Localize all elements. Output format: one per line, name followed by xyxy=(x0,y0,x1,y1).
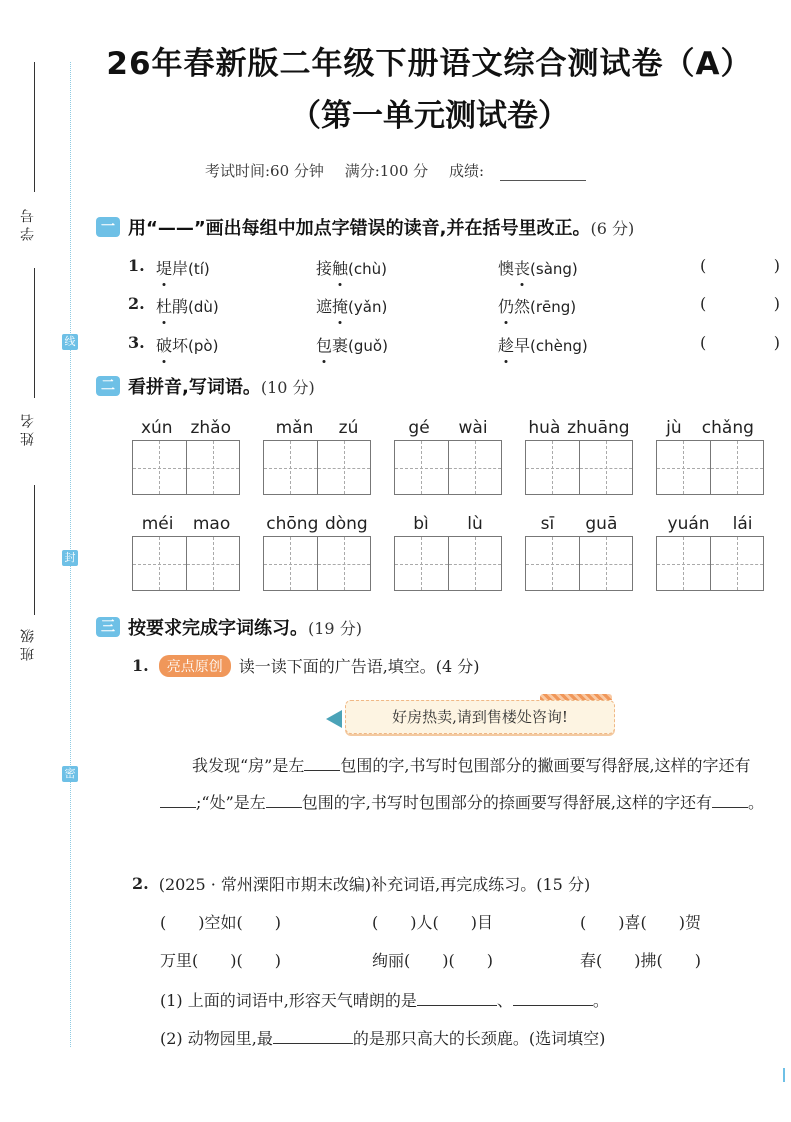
section-number-badge: 二 xyxy=(96,376,120,396)
paren-close: ) xyxy=(773,256,780,275)
text: 。 xyxy=(592,991,609,1010)
writing-cell[interactable] xyxy=(449,537,502,590)
blank[interactable] xyxy=(266,793,302,808)
writing-cell[interactable] xyxy=(187,441,240,494)
original-badge: 亮点原创 xyxy=(159,655,231,677)
pinyin-syllable: zú xyxy=(338,418,359,438)
char: 早 xyxy=(514,336,531,355)
writing-cell[interactable] xyxy=(526,537,580,590)
section-instruction: 看拼音,写词语。 xyxy=(128,377,261,398)
writing-cell[interactable] xyxy=(318,537,371,590)
pinyin-label xyxy=(132,514,240,536)
student-id-label: 学号 xyxy=(20,205,36,241)
idiom-blank[interactable]: 绚丽( )( ) xyxy=(372,951,493,970)
word-item xyxy=(316,333,388,356)
page-title: 26年春新版二年级下册语文综合测试卷（A） xyxy=(106,46,753,82)
text: 包围的字,书写时包围部分的捺画要写得舒展,这样的字还有 xyxy=(301,793,712,812)
pinyin-syllable: guā xyxy=(585,514,618,534)
pinyin: (chèng) xyxy=(530,337,588,355)
word-item xyxy=(498,294,576,317)
pinyin-label xyxy=(525,514,633,536)
text: 包围的字,书写时包围部分的撇画要写得舒展,这样的字还有 xyxy=(340,756,751,775)
question-row xyxy=(128,333,588,355)
sub-question-2 xyxy=(160,1026,605,1049)
word-item xyxy=(316,256,387,279)
pinyin-syllable: chǎng xyxy=(701,418,754,438)
char: 岸 xyxy=(172,259,189,278)
name-blank[interactable] xyxy=(34,268,35,398)
section-3-header xyxy=(96,614,362,640)
paren-close: ) xyxy=(773,294,780,313)
pinyin-label xyxy=(132,418,240,440)
blank[interactable] xyxy=(513,991,593,1006)
idiom-blank[interactable]: ( )喜( )贺 xyxy=(580,913,701,932)
char: 遮 xyxy=(316,297,333,316)
pinyin-syllable: bì xyxy=(413,514,429,534)
section-score: (6 分) xyxy=(590,218,635,238)
pinyin-word-grid xyxy=(656,418,764,495)
full-score: 满分:100 分 xyxy=(344,162,429,180)
writing-cell[interactable] xyxy=(580,537,633,590)
idiom-blank[interactable]: ( )空如( ) xyxy=(160,913,281,932)
word-item xyxy=(156,256,210,279)
exam-meta xyxy=(205,160,586,181)
pinyin-word-grid xyxy=(394,418,502,495)
question-text: 读一读下面的广告语,填空。(4 分) xyxy=(238,657,480,676)
section-instruction: 按要求完成字词练习。 xyxy=(128,618,308,639)
score-blank[interactable] xyxy=(500,166,586,181)
section-score: (19 分) xyxy=(308,618,362,638)
section-score: (10 分) xyxy=(260,377,315,397)
question-row xyxy=(128,294,577,316)
pinyin-syllable: mǎn xyxy=(275,418,314,438)
tianzige-grid xyxy=(394,440,502,495)
char: 接 xyxy=(316,259,333,278)
page-subtitle: （第一单元测试卷） xyxy=(290,98,569,134)
writing-cell[interactable] xyxy=(395,537,449,590)
question-number: 1. xyxy=(132,656,149,675)
pinyin-syllable: lái xyxy=(732,514,753,534)
blank[interactable] xyxy=(273,1029,353,1044)
text: 。 xyxy=(747,793,764,812)
score-label: 成绩: xyxy=(448,162,484,180)
dotted-char: 掩 xyxy=(332,294,348,317)
pinyin-syllable: sī xyxy=(540,514,555,534)
section-2-header xyxy=(96,373,315,399)
text: 的是那只高大的长颈鹿。(选词填空) xyxy=(352,1029,606,1048)
answer-parens[interactable] xyxy=(700,333,780,352)
pinyin-syllable: zhǎo xyxy=(190,418,232,438)
pinyin-syllable: wài xyxy=(458,418,488,438)
pinyin-label xyxy=(394,418,502,440)
tianzige-grid xyxy=(656,440,764,495)
pinyin-word-grid xyxy=(525,514,633,591)
char: 鹃 xyxy=(172,297,189,316)
pinyin-syllable: méi xyxy=(141,514,174,534)
dotted-char: 丧 xyxy=(514,256,530,279)
writing-cell[interactable] xyxy=(526,441,580,494)
section-number-badge: 一 xyxy=(96,217,120,237)
class-blank[interactable] xyxy=(34,485,35,615)
pinyin-syllable: yuán xyxy=(667,514,710,534)
margin-tag-mi: 密 xyxy=(62,766,78,782)
dotted-char: 趁 xyxy=(498,333,514,356)
paren-open: ( xyxy=(700,294,707,313)
pinyin-word-grid xyxy=(263,418,371,495)
pinyin-syllable: zhuāng xyxy=(567,418,630,438)
question-text: (2025 · 常州溧阳市期末改编)补充词语,再完成练习。(15 分) xyxy=(158,875,591,894)
row-number: 3. xyxy=(128,333,145,352)
tianzige-grid xyxy=(525,440,633,495)
char: 然 xyxy=(514,297,531,316)
writing-cell[interactable] xyxy=(395,441,449,494)
writing-cell[interactable] xyxy=(133,537,187,590)
pinyin-label xyxy=(656,418,764,440)
word-item xyxy=(316,294,387,317)
name-label: 姓名 xyxy=(20,410,36,446)
dotted-char: 杜 xyxy=(156,294,172,317)
word-item xyxy=(498,256,578,279)
pinyin-syllable: xún xyxy=(140,418,173,438)
writing-cell[interactable] xyxy=(187,537,240,590)
text: 我发现“房”是左 xyxy=(192,756,305,775)
pinyin-syllable: lù xyxy=(467,514,483,534)
class-label: 班级 xyxy=(20,625,36,661)
blank[interactable] xyxy=(712,793,748,808)
tianzige-grid xyxy=(525,536,633,591)
pinyin-syllable: gé xyxy=(408,418,430,438)
writing-cell[interactable] xyxy=(657,537,711,590)
tianzige-grid xyxy=(132,536,240,591)
pinyin: (rēng) xyxy=(530,298,577,316)
pinyin-word-grid xyxy=(525,418,633,495)
pinyin-syllable: jù xyxy=(666,418,682,438)
section-number-badge: 三 xyxy=(96,617,120,637)
dotted-char: 堤 xyxy=(156,256,172,279)
paren-open: ( xyxy=(700,256,707,275)
idiom-blank[interactable]: ( )人( )目 xyxy=(372,913,493,932)
writing-cell[interactable] xyxy=(264,537,318,590)
question-3-2 xyxy=(132,872,590,895)
writing-cell[interactable] xyxy=(657,441,711,494)
section-instruction: 用“——”画出每组中加点字错误的读音,并在括号里改正。 xyxy=(128,218,591,239)
pinyin-word-grid xyxy=(656,514,764,591)
char: 裹 xyxy=(332,336,349,355)
dotted-char: 破 xyxy=(156,333,172,356)
pinyin: (guǒ) xyxy=(348,337,388,355)
tianzige-grid xyxy=(263,536,371,591)
pinyin-syllable: mao xyxy=(192,514,231,534)
writing-cell[interactable] xyxy=(449,441,502,494)
writing-cell[interactable] xyxy=(133,441,187,494)
word-item xyxy=(156,333,218,356)
text: 、 xyxy=(496,991,513,1010)
pinyin-label xyxy=(525,418,633,440)
paren-close: ) xyxy=(773,333,780,352)
tianzige-grid xyxy=(656,536,764,591)
writing-cell[interactable] xyxy=(264,441,318,494)
writing-cell[interactable] xyxy=(580,441,633,494)
idiom-blank[interactable]: 万里( )( ) xyxy=(160,951,281,970)
pinyin: (pò) xyxy=(188,337,219,355)
row-number: 1. xyxy=(128,256,145,275)
idiom-blank[interactable]: 春( )拂( ) xyxy=(580,951,701,970)
blank[interactable] xyxy=(160,793,196,808)
tianzige-grid xyxy=(394,536,502,591)
tianzige-grid xyxy=(263,440,371,495)
pinyin-label xyxy=(263,514,371,536)
pinyin-label xyxy=(263,418,371,440)
pinyin: (chù) xyxy=(348,260,387,278)
word-item xyxy=(156,294,219,317)
pinyin: (yǎn) xyxy=(348,298,388,316)
dotted-char: 仍 xyxy=(498,294,514,317)
pinyin: (dù) xyxy=(188,298,219,316)
char: 坏 xyxy=(172,336,189,355)
answer-parens[interactable] xyxy=(700,294,780,313)
question-number: 2. xyxy=(132,874,149,893)
question-row xyxy=(128,256,578,278)
ad-slogan-box: 好房热卖,请到售楼处咨询! xyxy=(345,700,615,734)
pinyin: (sàng) xyxy=(530,260,578,278)
section-1-header xyxy=(96,214,634,240)
answer-parens[interactable] xyxy=(700,256,780,275)
margin-tag-xian: 线 xyxy=(62,334,78,350)
writing-cell[interactable] xyxy=(711,537,764,590)
pinyin-label xyxy=(656,514,764,536)
student-id-blank[interactable] xyxy=(34,62,35,192)
pinyin-word-grid xyxy=(132,418,240,495)
pinyin-label xyxy=(394,514,502,536)
dotted-char: 触 xyxy=(332,256,348,279)
pinyin: (tí) xyxy=(188,260,210,278)
word-item xyxy=(498,333,588,356)
blank[interactable] xyxy=(417,991,497,1006)
question-3-1 xyxy=(132,654,480,677)
text: (1) 上面的词语中,形容天气晴朗的是 xyxy=(160,991,417,1010)
pinyin-word-grid xyxy=(132,514,240,591)
exam-time: 考试时间:60 分钟 xyxy=(205,162,324,180)
page-edge-mark xyxy=(783,1068,785,1082)
pinyin-word-grid xyxy=(394,514,502,591)
char: 懊 xyxy=(498,259,515,278)
writing-cell[interactable] xyxy=(318,441,371,494)
blank[interactable] xyxy=(304,756,340,771)
margin-tag-feng: 封 xyxy=(62,550,78,566)
pinyin-syllable: huà xyxy=(528,418,561,438)
megaphone-icon xyxy=(326,710,342,728)
row-number: 2. xyxy=(128,294,145,313)
sub-question-1 xyxy=(160,988,609,1011)
pinyin-syllable: chōng xyxy=(266,514,319,534)
fill-paragraph xyxy=(160,747,786,821)
dotted-char: 包 xyxy=(316,333,332,356)
pinyin-word-grid xyxy=(263,514,371,591)
paren-open: ( xyxy=(700,333,707,352)
pinyin-syllable: dòng xyxy=(324,514,368,534)
tianzige-grid xyxy=(132,440,240,495)
writing-cell[interactable] xyxy=(711,441,764,494)
text: ;“处”是左 xyxy=(196,793,266,812)
text: (2) 动物园里,最 xyxy=(160,1029,273,1048)
